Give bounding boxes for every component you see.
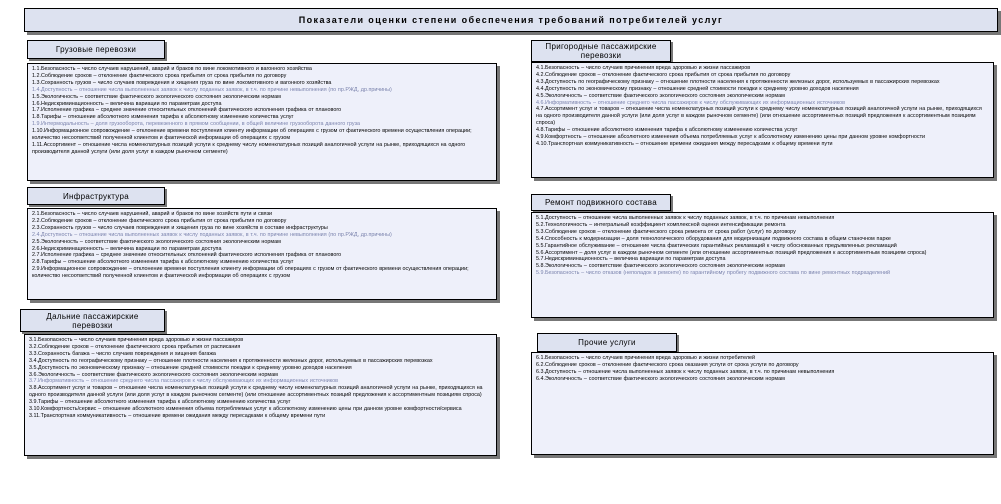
header-repair: Ремонт подвижного состава [531, 194, 671, 211]
indicator-item: 4.6.Информативность – отношение среднего числа пассажиров к числу обслуживающих их информационных источников [536, 99, 845, 106]
header-infra: Инфраструктура [27, 187, 165, 205]
indicator-item: 4.3.Доступность по географическому признаку – отношение плотности населения к протяженности железных дорог, используемых в пассажирских перевозках [536, 78, 940, 85]
indicator-item: 3.6.Экологичность – соответствие фактического экологического состояния экологическим нормам [29, 371, 278, 378]
indicator-item: 6.4.Экологичность – соответствие фактического экологического состояния экологическим нормам [536, 375, 785, 382]
indicator-item: 5.9.Безопасность – число отказов (неполадок в ремонте) по гарантийному пробегу подвижного состава по вине ремонтных подразделений [536, 270, 891, 277]
indicator-item: 2.6.Недискриминационность – величина вариации по параметрам доступа [32, 245, 222, 252]
box-cargo [27, 63, 497, 181]
indicator-item: 1.5.Экологичность – соответствие фактического экологического состояния экологическим нормам [32, 93, 281, 100]
indicator-item: 1.8.Тарифы – отношение абсолютного изменения тарифа к абсолютному изменению количества услуг [32, 114, 294, 121]
box-repair [531, 212, 994, 318]
indicator-item: 2.9.Информационное сопровождение – отклонение времени поступления клиенту информации об операциях с грузом от фактического времени осуществления операции; количество несоответствий полученной клиентом и фактической информации об операциях с грузом [32, 266, 469, 280]
indicator-item: 3.11.Транспортная коммуникативность – отношение времени ожидания между пересадками к общему времени пути [29, 412, 326, 419]
indicator-item: 3.4.Доступность по географическому признаку – отношение плотности населения к протяженности железных дорог, используемых в пассажирских перевозках [29, 357, 433, 364]
indicator-item: 5.5.Гарантийное обслуживание – отношение числа фактических гарантийных рекламаций к числу обоснованных предъявленных рекламаций [536, 242, 897, 249]
indicator-item: 3.10.Комфортность/сервис – отношение абсолютного изменения объема потребляемых услуг к абсолютному изменению цены при данном уровне комфортности/сервиса [29, 406, 462, 413]
indicator-item: 2.3.Сохранность грузов – число случаев повреждения и хищения груза по вине хозяйств в составе инфраструктуры [32, 224, 328, 231]
page-title: Показатели оценки степени обеспечения требований потребителей услуг [24, 8, 998, 32]
indicator-item: 4.2.Соблюдение сроков – отклонение фактического срока прибытия от срока прибытия по договору [536, 71, 791, 78]
box-other [531, 352, 994, 455]
indicator-item: 6.1.Безопасность – число случаев причинения вреда здоровью и жизни потребителей [536, 355, 755, 361]
indicator-item: 2.8.Тарифы – отношение абсолютного изменения тарифа к абсолютному изменению количества услуг [32, 259, 294, 266]
header-cargo: Грузовые перевозки [27, 40, 165, 59]
indicator-item: 4.1.Безопасность – число случаев причинения вреда здоровью и жизни пассажиров [536, 65, 751, 71]
indicator-item: 5.1.Доступность – отношение числа выполненных заявок к числу поданных заявок, в т.ч. по причинам невыполнения [536, 215, 835, 221]
header-suburban: Пригородные пассажирские перевозки [531, 40, 671, 62]
indicator-item: 3.7.Информативность – отношение среднего числа пассажиров к числу обслуживающих их информационных источников [29, 378, 338, 385]
indicator-item: 2.7.Исполнение графика – среднее значение относительных отклонений фактического исполнения графика от планового [32, 252, 342, 259]
indicator-item: 5.8.Экологичность – соответствие фактического экологического состояния экологическим нормам [536, 263, 785, 270]
indicator-item: 1.7.Исполнение графика – среднее значение относительных отклонений фактического исполнения графика от планового [32, 107, 342, 114]
indicator-item: 2.5.Экологичность – соответствие фактического экологического состояния экологическим нормам [32, 238, 281, 245]
indicator-item: 4.4.Доступность по экономическому признаку – отношение средней стоимости поездки к среднему уровню доходов населения [536, 85, 859, 92]
box-infra [27, 208, 497, 300]
indicator-item: 4.7.Ассортимент услуг и товаров – отношение числа номенклатурных позиций услуги к среднему числу номенклатурных позиций аналогичной услуги на рынке, приходящихся на одного производителя данной услуги (или доля услуг в каждом рыночном сегменте) (или отношение ассортиментных позиций предложения к ассортиментным позициям спроса) [536, 106, 982, 127]
indicator-item: 5.4.Способность к модернизации – доля технологического оборудования для модернизации подвижного состава в общем станочном парке [536, 235, 891, 242]
indicator-item: 1.3.Сохранность грузов – число случаев повреждения и хищения груза по вине локомотивного и вагонного хозяйства [32, 79, 332, 86]
box-long [24, 334, 497, 456]
indicator-item: 5.2.Технологичность – интегральный коэффициент комплексной оценки интенсификации ремонта [536, 221, 786, 228]
indicator-item: 1.9.Интермодальность – доля грузооборота, перевезенного в прямом сообщении, в общей величине грузооборота данного груза [32, 121, 361, 128]
indicator-item: 5.7.Недискриминационность – величина вариации по параметрам доступа [536, 256, 726, 263]
indicator-item: 5.6.Ассортимент – доля услуг в каждом рыночном сегменте (или отношение ассортиментных позиций предложения к ассортиментным позициям спроса) [536, 249, 927, 256]
indicator-item: 1.11.Ассортимент – отношение числа номенклатурных позиций услуги к среднему числу номенклатурных позиций аналогичной услуги на рынке, приходящихся на одного производителя данной услуги (или доля услуг в каждом рыночном сегменте) [32, 141, 466, 155]
indicator-item: 4.10.Транспортная коммуникативность – отношение времени ожидания между пересадками к общему времени пути [536, 140, 833, 147]
indicator-item: 5.3.Соблюдение сроков – отклонение фактического срока ремонта от срока работ (услуг) по договору [536, 228, 796, 235]
indicator-item: 1.1.Безопасность – число случаев нарушений, аварий и браков по вине локомотивного и вагонного хозяйства [32, 66, 312, 72]
indicator-item: 3.5.Доступность по экономическому признаку – отношение средней стоимости поездки к среднему уровню доходов населения [29, 364, 352, 371]
indicator-item: 3.2.Соблюдение сроков – отклонение фактического срока прибытия от расписания [29, 343, 241, 350]
indicator-item: 1.6.Недискриминационность – величина вариации по параметрам доступа [32, 100, 222, 107]
header-long: Дальние пассажирские перевозки [20, 309, 165, 332]
indicator-item: 4.8.Тарифы – отношение абсолютного изменения тарифа к абсолютному изменению количества услуг [536, 127, 798, 134]
indicator-item: 1.10.Информационное сопровождение – отклонение времени поступления клиенту информации об операциях с грузом от фактического времени осуществления операции; количество несоответствий полученной клиентом и фактической информации об операциях с грузом [32, 128, 472, 142]
indicator-item: 3.1.Безопасность – число случаев причинения вреда здоровью и жизни пассажиров [29, 337, 244, 343]
indicator-item: 6.3.Доступность – отношение числа выполненных заявок к числу поданных заявок, в т.ч. по причинам невыполнения [536, 368, 835, 375]
indicator-item: 2.4.Доступность – отношение числа выполненных заявок к числу поданных заявок, в т.ч. по причине невыполнения (по пр.РЖД, др.причины) [32, 231, 392, 238]
indicator-item: 1.2.Соблюдение сроков – отклонение фактического срока прибытия от срока прибытия по договору [32, 72, 287, 79]
indicator-item: 4.5.Экологичность – соответствие фактического экологического состояния экологическим нормам [536, 92, 785, 99]
header-other: Прочие услуги [537, 333, 677, 352]
indicator-item: 2.1.Безопасность – число случаев нарушений, аварий и браков по вине хозяйств пути и связи [32, 211, 273, 217]
indicator-item: 2.2.Соблюдение сроков – отклонение фактического срока прибытия от срока прибытия по договору [32, 217, 287, 224]
indicator-item: 3.3.Сохранность багажа – число случаев повреждения и хищения багажа [29, 350, 216, 357]
indicator-item: 3.9.Тарифы – отношение абсолютного изменения тарифа к абсолютному изменению количества услуг [29, 399, 291, 406]
indicator-item: 4.9.Комфортность – отношение абсолютного изменения объема потребляемых услуг к абсолютному изменению цены при данном уровне комфортности [536, 134, 926, 141]
indicator-item: 3.8.Ассортимент услуг и товаров – отношение числа номенклатурных позиций услуги к среднему числу номенклатурных позиций аналогичной услуги на рынке, приходящихся на одного производителя данной услуги (или доля услуг в каждом рыночном сегменте) (или отношение ассортиментных позиций предложения к ассортиментным позициям спроса) [29, 385, 483, 399]
indicator-item: 6.2.Соблюдение сроков – отклонение фактического срока оказания услуги от срока услуги по договору [536, 361, 799, 368]
indicator-item: 1.4.Доступность – отношение числа выполненных заявок к числу поданных заявок, в т.ч. по причине невыполнения (по пр.РЖД, др.причины) [32, 86, 392, 93]
box-suburban [531, 62, 994, 178]
